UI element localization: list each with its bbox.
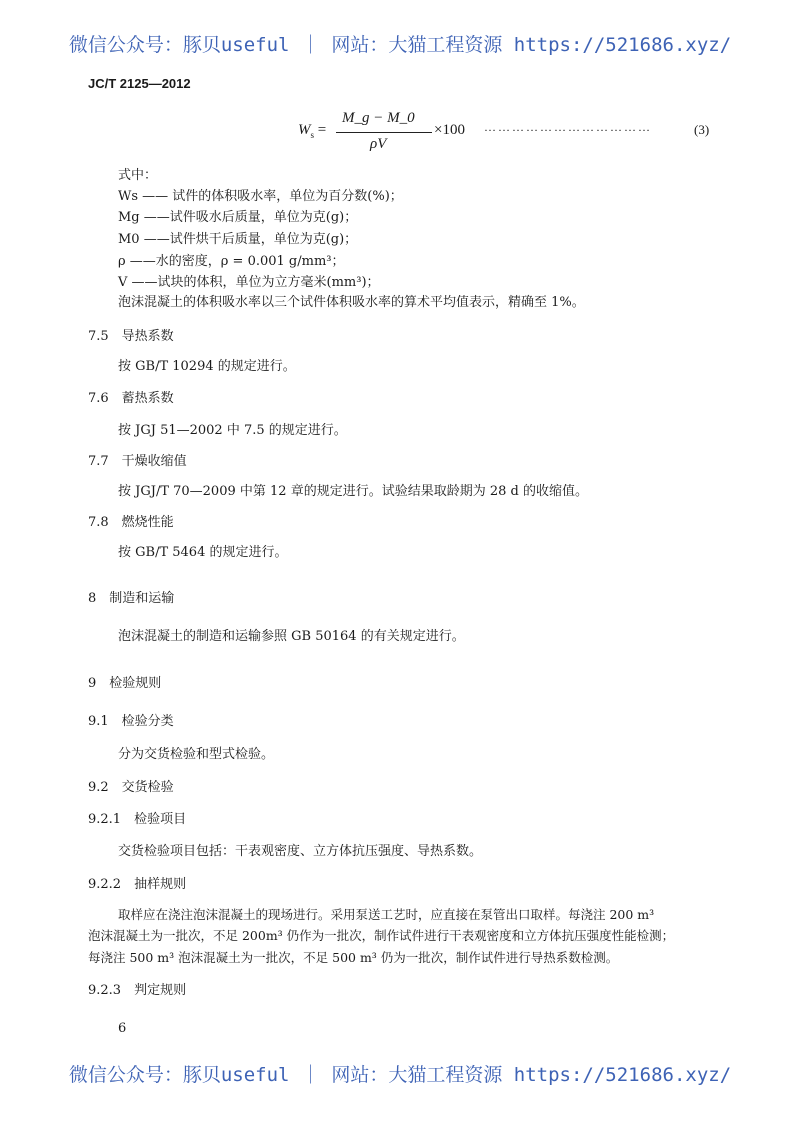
where-note: 泡沫混凝土的体积吸水率以三个试件体积吸水率的算术平均值表示，精确至 1%。 <box>118 295 585 310</box>
formula-denominator: ρV <box>370 136 387 152</box>
section-heading: 9.2.1 检验项目 <box>88 812 187 827</box>
formula-number: (3) <box>694 122 710 137</box>
section-body: 交货检验项目包括：干表观密度、立方体抗压强度、导热系数。 <box>118 844 483 859</box>
section-body: 按 JGJ/T 70—2009 中第 12 章的规定进行。试验结果取龄期为 28 d 的收缩值。 <box>118 484 588 499</box>
formula-lhs-sub: s <box>310 130 315 140</box>
formula-lhs: W <box>298 122 311 138</box>
page-number: 6 <box>118 1021 127 1036</box>
where-intro: 式中： <box>118 168 158 183</box>
where-item: Ws —— 试件的体积吸水率，单位为百分数(%)； <box>118 189 403 204</box>
watermark-header: 微信公众号：豚贝useful ｜ 网站：大猫工程资源 https://521686.xyz/ <box>68 34 732 56</box>
section-heading: 7.7 干燥收缩值 <box>88 454 187 469</box>
where-item: Mg ——试件吸水后质量，单位为克(g)； <box>118 210 358 225</box>
section-heading: 7.6 蓄热系数 <box>88 391 174 406</box>
section-heading: 7.5 导热系数 <box>88 329 174 344</box>
formula-3: $W_s$ = M_g − M_0 ρV ×100 ……………………………… (3) <box>298 110 710 152</box>
section-body-line: 泡沫混凝土为一批次，不足 200m³ 仍作为一批次，制作试件进行干表观密度和立方体抗压强度性能检测； <box>88 928 675 943</box>
section-body: 按 GB/T 5464 的规定进行。 <box>118 545 288 560</box>
section-body: 按 JGJ 51—2002 中 7.5 的规定进行。 <box>118 423 347 438</box>
watermark-footer: 微信公众号：豚贝useful ｜ 网站：大猫工程资源 https://521686.xyz/ <box>68 1064 732 1086</box>
where-item: ρ ——水的密度，ρ = 0.001 g/mm³； <box>118 254 345 269</box>
section-heading: 9.2 交货检验 <box>88 780 174 795</box>
formula-dots: ……………………………… <box>484 120 652 134</box>
section-heading: 8 制造和运输 <box>88 591 175 606</box>
where-item: V ——试块的体积，单位为立方毫米(mm³)； <box>118 275 380 290</box>
section-heading: 9.1 检验分类 <box>88 714 174 729</box>
section-body: 分为交货检验和型式检验。 <box>118 747 275 762</box>
section-body-line: 每浇注 500 m³ 泡沫混凝土为一批次，不足 500 m³ 仍为一批次，制作试件进行导热系数检测。 <box>88 950 619 965</box>
section-heading: 9 检验规则 <box>88 676 162 691</box>
section-body: 泡沫混凝土的制造和运输参照 GB 50164 的有关规定进行。 <box>118 629 465 644</box>
section-body-line: 取样应在浇注泡沫混凝土的现场进行。采用泵送工艺时，应直接在泵管出口取样。每浇注 200 m³ <box>118 907 655 922</box>
formula-multiplier: ×100 <box>434 122 465 138</box>
section-heading: 9.2.2 抽样规则 <box>88 877 187 892</box>
section-heading: 7.8 燃烧性能 <box>88 515 174 530</box>
section-body: 按 GB/T 10294 的规定进行。 <box>118 359 296 374</box>
formula-numerator: M_g − M_0 <box>342 110 415 126</box>
where-item: M0 ——试件烘干后质量，单位为克(g)； <box>118 232 358 247</box>
standard-id: JC/T 2125—2012 <box>88 76 191 91</box>
fraction-bar <box>336 132 432 133</box>
section-heading: 9.2.3 判定规则 <box>88 983 187 998</box>
